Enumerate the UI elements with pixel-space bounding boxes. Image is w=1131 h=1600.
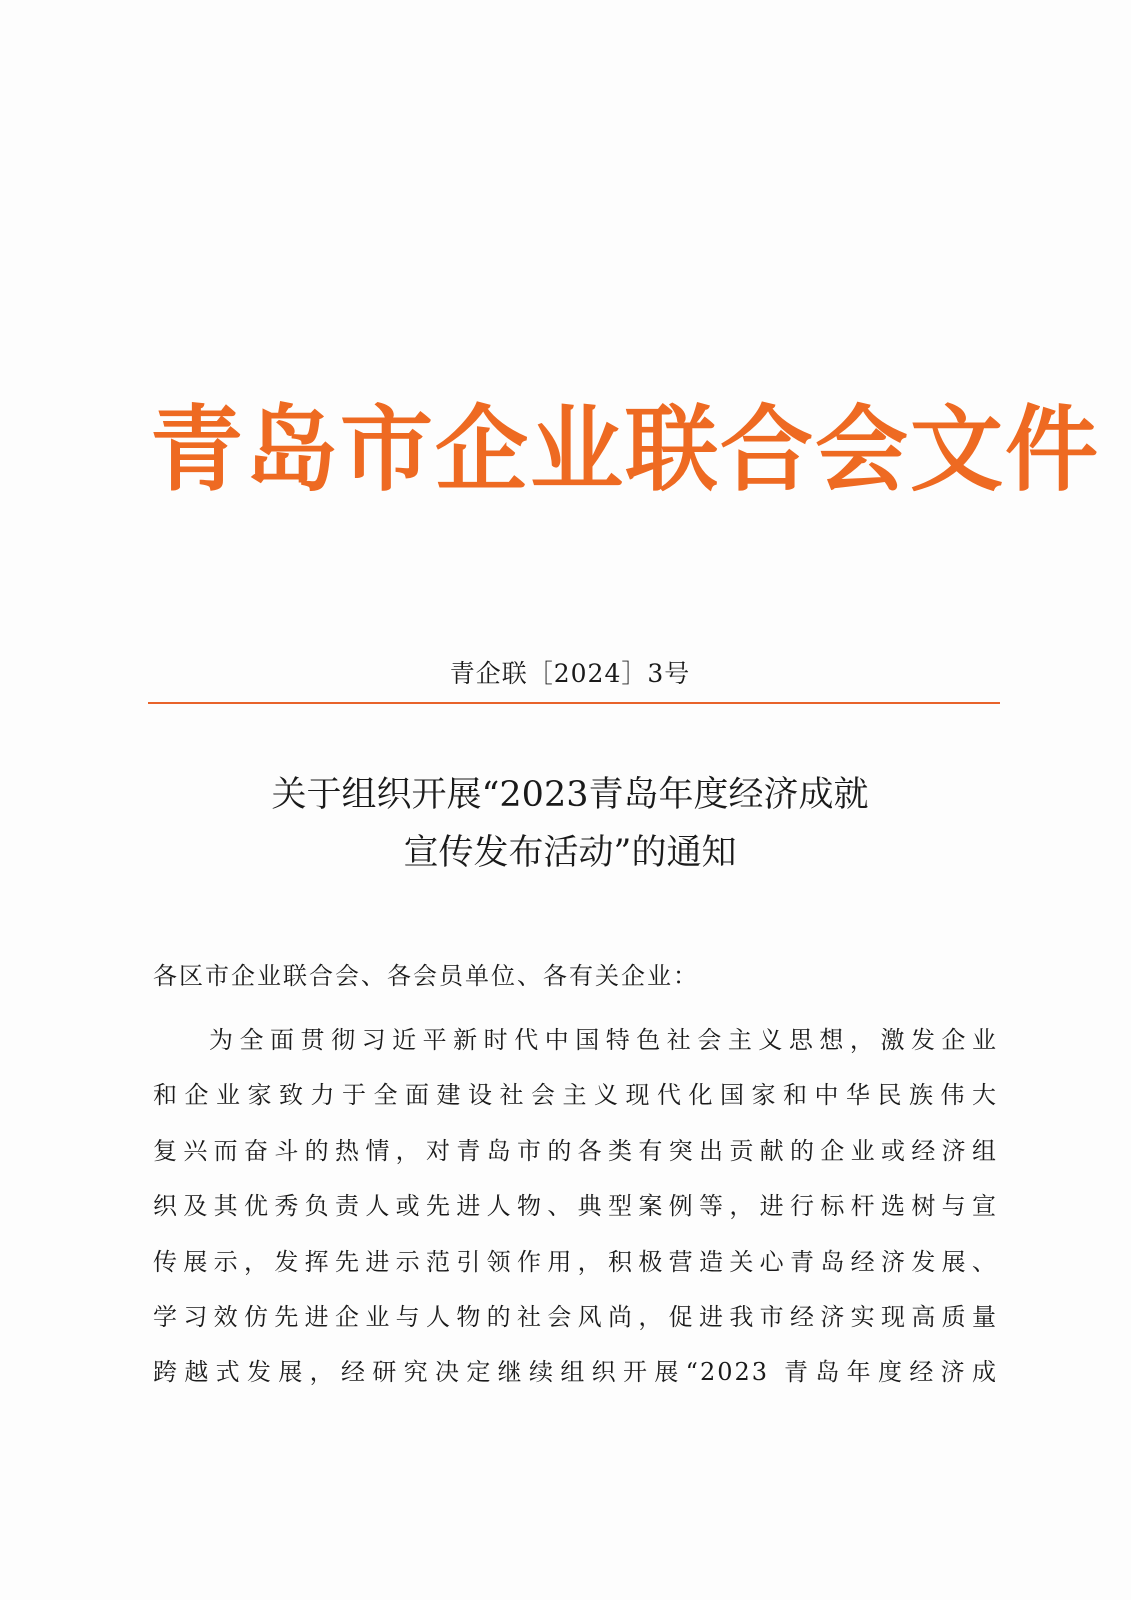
body-line: 学习效仿先进企业与人物的社会风尚，促进我市经济实现高质量 xyxy=(153,1303,998,1332)
masthead-title: 青岛市企业联合会文件 xyxy=(150,396,1100,504)
notice-title-line-2: 宣传发布活动”的通知 xyxy=(403,833,737,873)
body-paragraph xyxy=(153,1013,998,1401)
body-line: 织及其优秀负责人或先进人物、典型案例等，进行标杆选树与宣 xyxy=(153,1192,998,1221)
body-line: 复兴而奋斗的热情，对青岛市的各类有突出贡献的企业或经济组 xyxy=(153,1136,998,1165)
red-divider-line xyxy=(148,702,1000,704)
body-line: 为全面贯彻习近平新时代中国特色社会主义思想，激发企业 xyxy=(209,1026,998,1054)
body-line: 跨越式发展，经研究决定继续组织开展“2023 青岛年度经济成 xyxy=(153,1358,998,1387)
notice-title-line-1: 关于组织开展“2023青岛年度经济成就 xyxy=(271,775,869,815)
notice-title xyxy=(150,766,990,882)
salutation: 各区市企业联合会、各会员单位、各有关企业： xyxy=(153,962,699,990)
body-line: 传展示，发挥先进示范引领作用，积极营造关心青岛经济发展、 xyxy=(153,1247,998,1276)
document-number: 青企联［2024］3号 xyxy=(449,659,691,688)
body-line: 和企业家致力于全面建设社会主义现代化国家和中华民族伟大 xyxy=(153,1081,998,1110)
